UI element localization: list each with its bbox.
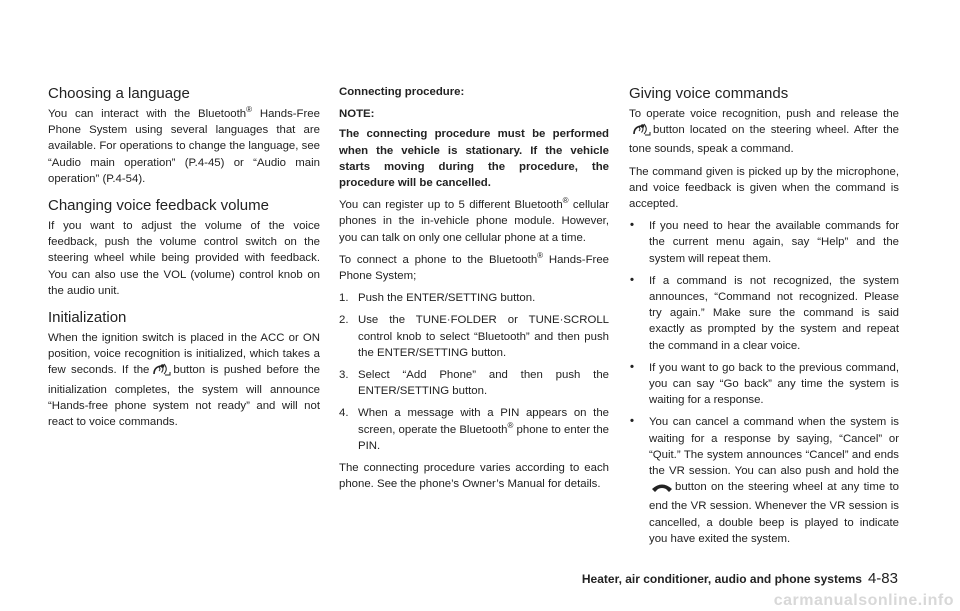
text-segment: You can register up to 5 different Bluetooth — [339, 199, 563, 212]
paragraph-procedure-varies: The connecting procedure varies according to each phone. See the phone’s Owner’s Manual for details. — [339, 462, 609, 491]
step-number: 1. — [339, 292, 349, 305]
bullet-text: If a command is not recognized, the system announces, “Command not recognized. Please try again.” Make sure the command is said exactly as prompted by the system and repeat the command in a clear voice. — [649, 274, 899, 352]
registered-mark: ® — [507, 420, 514, 430]
bullet-item — [629, 218, 899, 267]
step-item — [339, 405, 609, 454]
step-text: phone to enter the PIN. — [358, 423, 609, 452]
text-segment: To operate voice recognition, push and release the — [629, 108, 899, 120]
step-text: Use the TUNE·FOLDER or TUNE·SCROLL control knob to select “Bluetooth” and then push the ENTER/SETTING button. — [358, 314, 609, 359]
step-item — [339, 312, 609, 361]
column-right — [629, 84, 899, 553]
registered-mark: ® — [246, 105, 253, 114]
column-middle — [339, 84, 609, 492]
text-segment: You can interact with the Bluetooth — [48, 108, 247, 120]
bullet-text: button on the steering wheel at any time to end the VR session. Whenever the VR session is cancelled, a double beep is played to indicate you have exited the system. — [649, 481, 899, 545]
step-item — [339, 290, 609, 306]
heading-choosing-language: Choosing a language — [48, 85, 190, 102]
text-segment: To connect a phone to the Bluetooth — [339, 253, 538, 266]
registered-mark: ® — [537, 250, 544, 260]
text-segment: Hands-Free Phone System; — [339, 253, 609, 283]
voice-talk-icon — [631, 123, 651, 141]
page-number: 4-83 — [867, 570, 898, 587]
bullet-item — [629, 360, 899, 409]
page-footer — [582, 570, 898, 587]
bullet-text: If you want to go back to the previous command, you can say “Go back” any time the system is waiting for a response. — [649, 361, 899, 407]
paragraph-choosing-language — [48, 106, 320, 187]
note-label: NOTE: — [339, 108, 375, 121]
text-segment: button located on the steering wheel. After the tone sounds, speak a command. — [629, 124, 899, 156]
text-segment: When the ignition switch is placed in the ACC or ON position, voice recognition is initialized, which takes a few seconds. If the — [48, 332, 320, 377]
section-title: Heater, air conditioner, audio and phone systems — [581, 572, 862, 586]
step-text: Select “Add Phone” and then push the ENTER/SETTING button. — [358, 369, 609, 398]
registered-mark: ® — [562, 196, 569, 206]
bullet-text: You can cancel a command when the system is waiting for a response by saying, “Cancel” or “Quit.” The system announces “Cancel” and ends the VR session. You can also push and hold the — [649, 416, 899, 478]
watermark-text: carmanualsonline.info — [773, 592, 954, 609]
heading-giving-voice-commands: Giving voice commands — [629, 85, 789, 102]
text-segment: cellular phones in the in-vehicle phone module. However, you can talk on only one cellular phone at a time. — [339, 199, 610, 244]
bullet-mark: • — [630, 415, 634, 428]
paragraph-register-phones — [339, 197, 609, 246]
bullet-mark: • — [630, 219, 634, 232]
paragraph-voice-feedback-volume: If you want to adjust the volume of the voice feedback, push the volume control switch on the steering wheel while being provided with feedback. You can also use the VOL (volume) control knob on the audio unit. — [48, 220, 320, 297]
bullet-item — [629, 414, 899, 547]
step-number: 3. — [339, 369, 349, 382]
step-text: When a message with a PIN appears on the screen, operate the Bluetooth — [358, 407, 609, 436]
bullet-text: If you need to hear the available commands for the current menu again, say “Help” and the system will repeat them. — [649, 220, 899, 265]
step-item — [339, 367, 609, 399]
bullet-mark: • — [630, 360, 634, 373]
voice-command-tips-list — [629, 218, 899, 547]
step-number: 4. — [339, 407, 349, 420]
bullet-item — [629, 273, 899, 354]
paragraph-connect-phone — [339, 252, 609, 284]
paragraph-operate-voice-recognition — [629, 106, 899, 158]
steps-list — [339, 290, 609, 454]
bullet-mark: • — [630, 273, 634, 286]
phone-hang-up-icon — [651, 482, 673, 498]
heading-voice-feedback-volume: Changing voice feedback volume — [48, 197, 269, 215]
step-number: 2. — [339, 314, 349, 327]
paragraph-command-picked-up: The command given is picked up by the microphone, and voice feedback is given when the command is accepted. — [629, 165, 899, 211]
column-left — [48, 84, 320, 430]
paragraph-initialization — [48, 330, 320, 430]
voice-talk-icon — [151, 363, 171, 381]
text-segment: Hands-Free Phone System using several languages that are available. For operations to change the language, see “Audio main operation” (P.4-45) or “Audio main operation” (P.4-54). — [48, 108, 320, 185]
heading-initialization: Initialization — [48, 309, 127, 327]
note-text: The connecting procedure must be performed when the vehicle is stationary. If the vehicle starts moving during the procedure, the procedure will be cancelled. — [339, 128, 609, 190]
step-text: Push the ENTER/SETTING button. — [358, 292, 536, 305]
text-segment: button is pushed before the initialization completes, the system will announce “Hands-free phone system not ready” and will not react to voice commands. — [48, 364, 320, 429]
heading-connecting-procedure: Connecting procedure: — [339, 86, 465, 98]
